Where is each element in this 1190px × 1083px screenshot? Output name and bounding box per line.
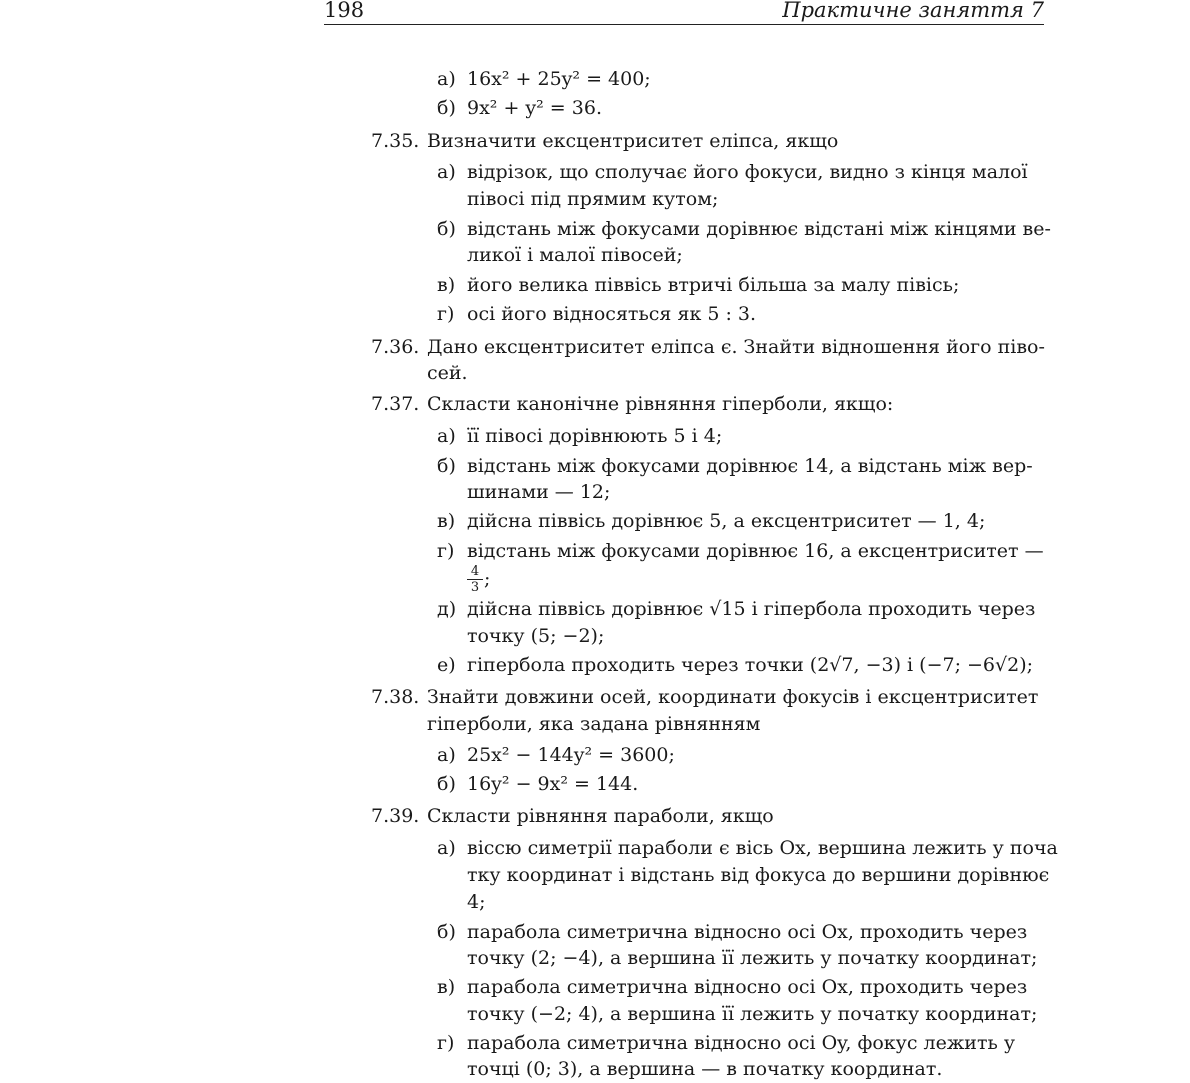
item-label: б) xyxy=(437,97,456,119)
problem-statement: Скласти канонічне рівняння гіперболи, якщо: xyxy=(427,393,894,415)
item-label: в) xyxy=(437,510,456,532)
item-label: а) xyxy=(437,68,456,90)
item-text: відстань між фокусами дорівнює відстані між кінцями ве- xyxy=(467,218,1051,240)
item-text: її півосі дорівнюють 5 і 4; xyxy=(467,425,723,447)
problem-number: 7.36. xyxy=(371,336,420,358)
item-label: д) xyxy=(437,598,457,620)
equation: 9x² + y² = 36. xyxy=(467,97,602,119)
item-text: відрізок, що сполучає його фокуси, видно з кінця малої xyxy=(467,161,1028,183)
problem-statement: Визначити ексцентриситет еліпса, якщо xyxy=(427,130,839,152)
problem-number: 7.37. xyxy=(371,393,420,415)
item-text: парабола симетрична відносно осі Oy, фокус лежить у xyxy=(467,1032,1016,1054)
item-text: півосі під прямим кутом; xyxy=(467,188,719,210)
page-header xyxy=(324,0,1044,25)
item-label: а) xyxy=(437,161,456,183)
item-label: б) xyxy=(437,455,456,477)
fraction-numerator: 4 xyxy=(470,564,480,579)
equation: 16y² − 9x² = 144. xyxy=(467,773,639,795)
item-text: його велика піввісь втричі більша за малу півісь; xyxy=(467,274,960,296)
item-label: в) xyxy=(437,976,456,998)
item-label: г) xyxy=(437,303,455,325)
problem-number: 7.39. xyxy=(371,805,420,827)
item-text: віссю симетрії параболи є вісь Ox, вершина лежить у поча xyxy=(467,837,1058,859)
item-text: шинами — 12; xyxy=(467,481,611,503)
item-label: в) xyxy=(437,274,456,296)
item-label: г) xyxy=(437,1032,455,1054)
equation: 25x² − 144y² = 3600; xyxy=(467,744,675,766)
item-text: тку координат і відстань від фокуса до вершини дорівнює xyxy=(467,864,1050,886)
item-text: точці (0; 3), а вершина — в початку координат. xyxy=(467,1058,943,1080)
item-text: 4; xyxy=(467,891,486,913)
item-text: парабола симетрична відносно осі Ox, проходить через xyxy=(467,976,1028,998)
item-text: точку (5; −2); xyxy=(467,625,605,647)
fraction xyxy=(467,565,483,594)
equation: 16x² + 25y² = 400; xyxy=(467,68,651,90)
item-label: б) xyxy=(437,921,456,943)
item-label: а) xyxy=(437,744,456,766)
item-text: парабола симетрична відносно осі Ox, проходить через xyxy=(467,921,1028,943)
fraction-tail: ; xyxy=(484,568,491,590)
fraction-denominator: 3 xyxy=(470,580,480,595)
item-label: е) xyxy=(437,654,456,676)
item-label: б) xyxy=(437,773,456,795)
problem-statement: Скласти рівняння параболи, якщо xyxy=(427,805,774,827)
problem-statement: Знайти довжини осей, координати фокусів і ексцентриситет xyxy=(427,686,1039,708)
problem-statement: Дано ексцентриситет еліпса ϵ. Знайти відношення його піво- xyxy=(427,336,1045,358)
item-text: відстань між фокусами дорівнює 16, а ексцентриситет — xyxy=(467,540,1044,562)
item-text: точку (−2; 4), а вершина її лежить у початку координат; xyxy=(467,1003,1038,1025)
item-text: ликої і малої півосей; xyxy=(467,244,683,266)
item-text: відстань між фокусами дорівнює 14, а відстань між вер- xyxy=(467,455,1033,477)
problem-number: 7.35. xyxy=(371,130,420,152)
problem-statement: сей. xyxy=(427,362,468,384)
item-label: а) xyxy=(437,425,456,447)
item-text: дійсна піввісь дорівнює √15 і гіпербола проходить через xyxy=(467,598,1036,620)
item-text: дійсна піввісь дорівнює 5, а ексцентриситет — 1, 4; xyxy=(467,510,986,532)
item-text: гіпербола проходить через точки (2√7, −3) і (−7; −6√2); xyxy=(467,654,1034,676)
problem-number: 7.38. xyxy=(371,686,420,708)
item-text: осі його відносяться як 5 : 3. xyxy=(467,303,757,325)
item-label: б) xyxy=(437,218,456,240)
running-title: Практичне заняття 7 xyxy=(782,0,1044,22)
item-label: г) xyxy=(437,540,455,562)
page-number: 198 xyxy=(324,0,365,22)
problem-statement: гіперболи, яка задана рівнянням xyxy=(427,713,761,735)
item-text: точку (2; −4), а вершина її лежить у початку координат; xyxy=(467,947,1038,969)
item-label: а) xyxy=(437,837,456,859)
